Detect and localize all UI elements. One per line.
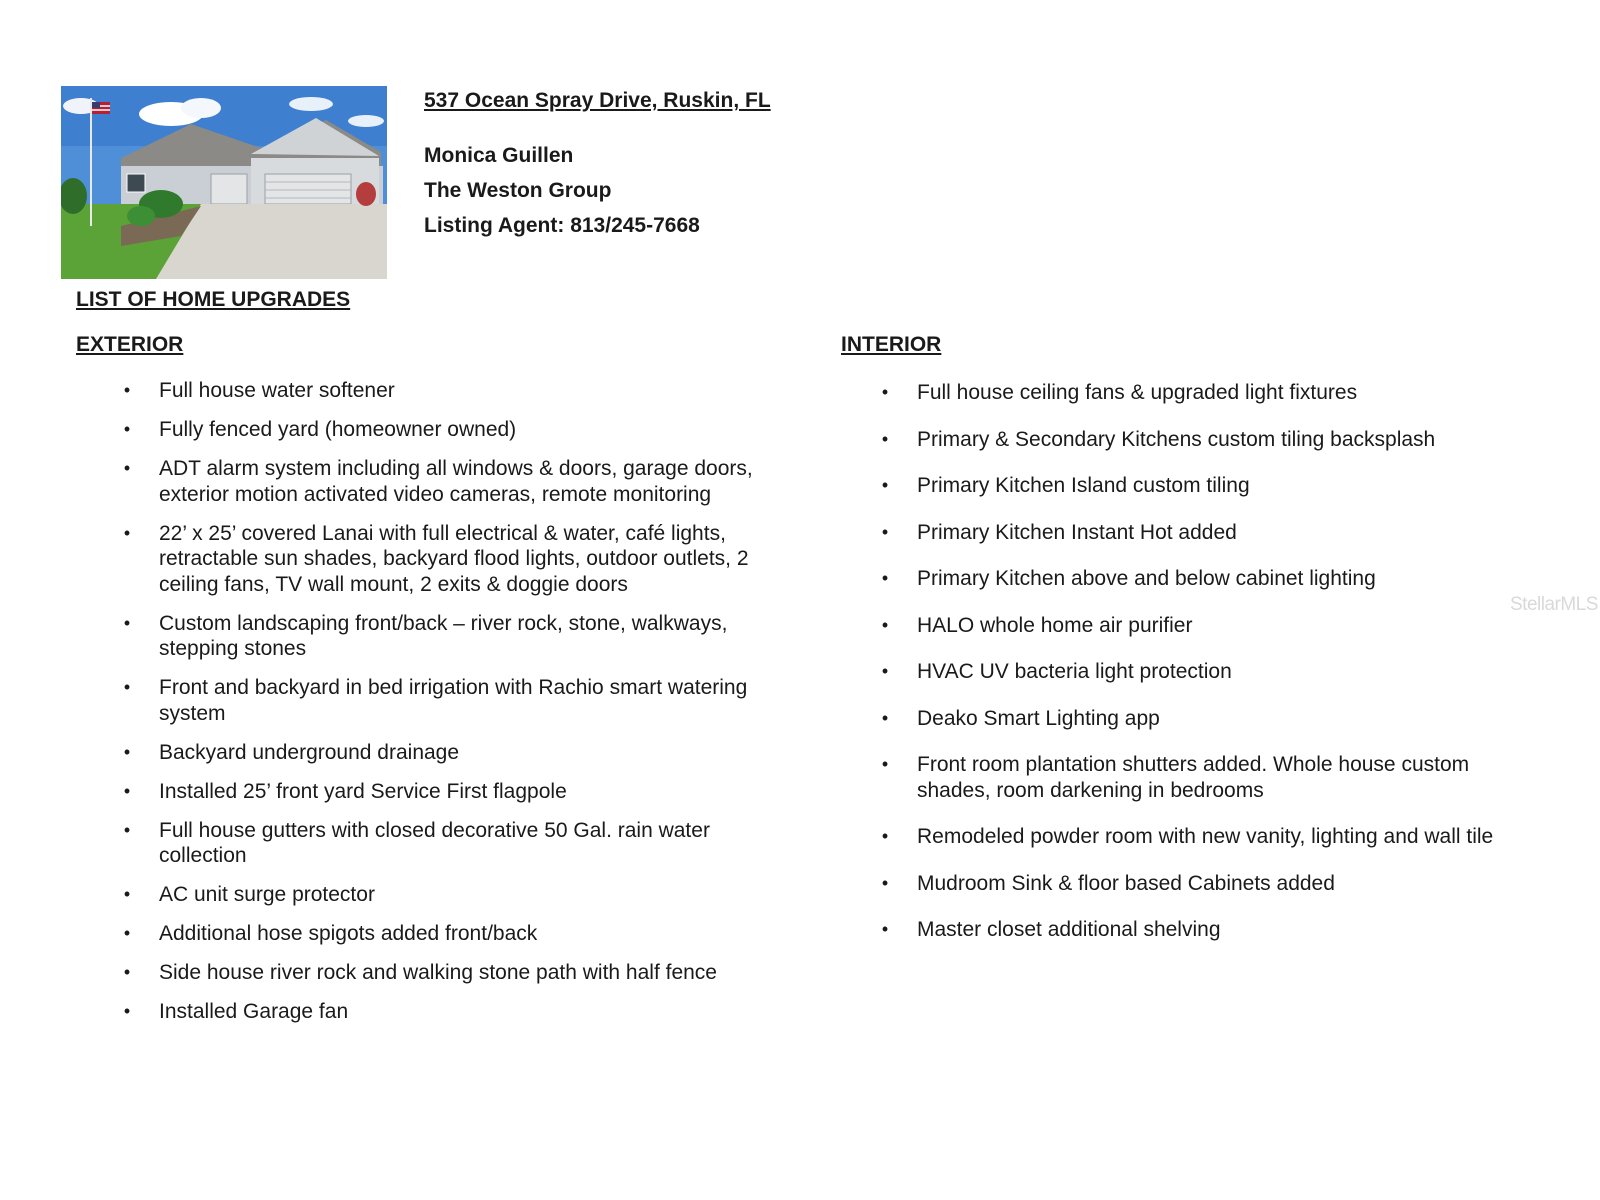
bullet-icon: • bbox=[881, 521, 889, 542]
bullet-icon: • bbox=[123, 923, 131, 943]
list-item-text: Primary & Secondary Kitchens custom tiling backsplash bbox=[917, 427, 1436, 451]
property-address: 537 Ocean Spray Drive, Ruskin, FL bbox=[424, 89, 771, 112]
list-item bbox=[875, 613, 1515, 639]
bullet-icon: • bbox=[881, 707, 889, 728]
interior-heading: INTERIOR bbox=[841, 333, 942, 356]
bullet-icon: • bbox=[881, 475, 889, 495]
list-item-text: Installed Garage fan bbox=[159, 1000, 349, 1023]
list-item-text: Backyard underground drainage bbox=[159, 740, 460, 764]
list-item bbox=[117, 417, 777, 443]
interior-upgrades-list bbox=[875, 380, 1515, 964]
bullet-icon: • bbox=[881, 568, 889, 588]
list-item-text: 22’ x 25’ covered Lanai with full electrical & water, café lights, retractable sun shades, backyard flood lights, outdoor outlets, 2 ceiling fans, TV wall mount, 2 exits & doggie doors bbox=[159, 521, 749, 596]
list-item-text: Custom landscaping front/back – river rock, stone, walkways, stepping stones bbox=[159, 611, 728, 660]
list-item-text: Remodeled powder room with new vanity, lighting and wall tile bbox=[917, 825, 1494, 848]
list-item-text: Front and backyard in bed irrigation with Rachio smart watering system bbox=[159, 676, 748, 725]
bullet-icon: • bbox=[123, 741, 131, 762]
list-item bbox=[117, 999, 777, 1025]
list-item bbox=[117, 521, 777, 598]
list-item-text: HALO whole home air purifier bbox=[917, 613, 1193, 637]
list-item-text: ADT alarm system including all windows & doors, garage doors, exterior motion activated video cameras, remote monitoring bbox=[159, 457, 753, 506]
list-item-text: Side house river rock and walking stone path with half fence bbox=[159, 961, 717, 984]
bullet-icon: • bbox=[123, 419, 131, 439]
list-item bbox=[875, 659, 1515, 685]
bullet-icon: • bbox=[881, 428, 889, 449]
list-item bbox=[117, 611, 777, 662]
list-item bbox=[875, 473, 1515, 499]
bullet-icon: • bbox=[123, 1001, 131, 1021]
house-photo bbox=[61, 86, 387, 279]
bullet-icon: • bbox=[881, 661, 889, 681]
list-item bbox=[117, 378, 777, 404]
bullet-icon: • bbox=[123, 522, 131, 543]
list-item bbox=[117, 921, 777, 947]
list-item-text: Full house gutters with closed decorative 50 Gal. rain water collection bbox=[159, 818, 710, 867]
list-item bbox=[117, 882, 777, 908]
list-item bbox=[117, 960, 777, 986]
list-item-text: Full house ceiling fans & upgraded light fixtures bbox=[917, 381, 1358, 404]
list-item bbox=[875, 706, 1515, 732]
list-item-text: Full house water softener bbox=[159, 379, 395, 402]
list-item-text: Primary Kitchen Island custom tiling bbox=[917, 474, 1250, 497]
list-item-text: Front room plantation shutters added. Whole house custom shades, room darkening in bedrooms bbox=[917, 753, 1470, 802]
bullet-icon: • bbox=[123, 458, 131, 478]
bullet-icon: • bbox=[123, 780, 131, 801]
bullet-icon: • bbox=[881, 826, 889, 846]
list-item-text: Deako Smart Lighting app bbox=[917, 706, 1160, 730]
list-item bbox=[117, 818, 777, 869]
list-item-text: Mudroom Sink & floor based Cabinets added bbox=[917, 871, 1335, 895]
list-item-text: Primary Kitchen Instant Hot added bbox=[917, 520, 1237, 544]
list-item-text: Additional hose spigots added front/back bbox=[159, 922, 538, 945]
watermark: StellarMLS bbox=[1510, 594, 1598, 615]
list-item-text: AC unit surge protector bbox=[159, 883, 375, 906]
list-item bbox=[117, 675, 777, 726]
page-title: LIST OF HOME UPGRADES bbox=[76, 288, 351, 311]
list-item-text: Fully fenced yard (homeowner owned) bbox=[159, 418, 517, 441]
list-item-text: Master closet additional shelving bbox=[917, 918, 1221, 941]
list-item bbox=[875, 566, 1515, 592]
list-item bbox=[875, 752, 1515, 803]
agent-name: Monica Guillen bbox=[424, 144, 574, 167]
list-item bbox=[117, 740, 777, 766]
list-item bbox=[875, 824, 1515, 850]
list-item-text: Primary Kitchen above and below cabinet lighting bbox=[917, 567, 1376, 590]
list-item-text: Installed 25’ front yard Service First flagpole bbox=[159, 779, 567, 803]
bullet-icon: • bbox=[123, 612, 131, 633]
bullet-icon: • bbox=[123, 380, 131, 400]
bullet-icon: • bbox=[881, 614, 889, 635]
exterior-heading: EXTERIOR bbox=[76, 333, 184, 356]
bullet-icon: • bbox=[123, 819, 131, 840]
list-item bbox=[875, 917, 1515, 943]
exterior-upgrades-list bbox=[117, 378, 777, 1038]
list-item bbox=[117, 456, 777, 507]
bullet-icon: • bbox=[123, 884, 131, 904]
list-item-text: HVAC UV bacteria light protection bbox=[917, 660, 1232, 683]
listing-header bbox=[424, 88, 771, 243]
agent-phone: Listing Agent: 813/245-7668 bbox=[424, 214, 700, 237]
list-item bbox=[875, 380, 1515, 406]
bullet-icon: • bbox=[881, 754, 889, 774]
bullet-icon: • bbox=[881, 382, 889, 402]
bullet-icon: • bbox=[123, 962, 131, 982]
agency-name: The Weston Group bbox=[424, 179, 612, 202]
list-item bbox=[117, 779, 777, 805]
bullet-icon: • bbox=[881, 919, 889, 939]
list-item bbox=[875, 520, 1515, 546]
list-item bbox=[875, 871, 1515, 897]
list-item bbox=[875, 427, 1515, 453]
bullet-icon: • bbox=[123, 677, 131, 697]
bullet-icon: • bbox=[881, 872, 889, 893]
